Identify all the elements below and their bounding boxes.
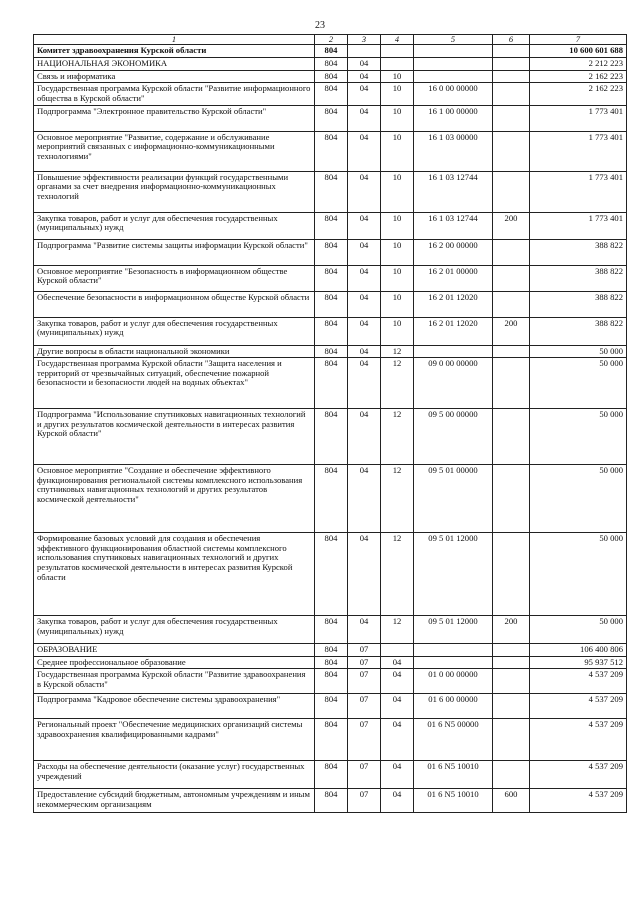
cell-subsection: 10 bbox=[381, 239, 414, 265]
cell-section: 04 bbox=[348, 105, 381, 131]
cell-subsection: 10 bbox=[381, 317, 414, 345]
cell-subsection: 12 bbox=[381, 358, 414, 409]
cell-section: 04 bbox=[348, 358, 381, 409]
table-row bbox=[34, 719, 627, 761]
cell-subsection: 12 bbox=[381, 345, 414, 358]
cell-expense-type bbox=[493, 105, 530, 131]
cell-ministry-code: 804 bbox=[315, 533, 348, 616]
cell-subsection: 10 bbox=[381, 83, 414, 105]
cell-target-article: 16 1 03 12744 bbox=[414, 171, 493, 212]
cell-target-article: 16 2 01 00000 bbox=[414, 265, 493, 291]
cell-expense-type: 200 bbox=[493, 616, 530, 644]
cell-subsection: 04 bbox=[381, 719, 414, 761]
cell-target-article: 16 2 01 12020 bbox=[414, 291, 493, 317]
cell-ministry-code: 804 bbox=[315, 358, 348, 409]
cell-name: Подпрограмма "Кадровое обеспечение системы здравоохранения" bbox=[34, 694, 315, 719]
cell-ministry-code: 804 bbox=[315, 644, 348, 657]
table-row bbox=[34, 45, 627, 58]
cell-ministry-code: 804 bbox=[315, 131, 348, 171]
cell-subsection: 04 bbox=[381, 789, 414, 813]
cell-name: НАЦИОНАЛЬНАЯ ЭКОНОМИКА bbox=[34, 58, 315, 71]
cell-subsection: 12 bbox=[381, 616, 414, 644]
header-cell-6: 6 bbox=[493, 35, 530, 45]
cell-target-article: 09 0 00 00000 bbox=[414, 358, 493, 409]
cell-subsection: 10 bbox=[381, 265, 414, 291]
cell-expense-type bbox=[493, 409, 530, 465]
cell-amount: 50 000 bbox=[530, 616, 627, 644]
header-cell-3: 3 bbox=[348, 35, 381, 45]
cell-amount: 4 537 209 bbox=[530, 789, 627, 813]
header-cell-2: 2 bbox=[315, 35, 348, 45]
cell-name: ОБРАЗОВАНИЕ bbox=[34, 644, 315, 657]
cell-name: Государственная программа Курской области "Развитие информационного общества в Курской области" bbox=[34, 83, 315, 105]
cell-subsection: 10 bbox=[381, 105, 414, 131]
cell-section: 07 bbox=[348, 694, 381, 719]
cell-expense-type bbox=[493, 465, 530, 533]
cell-subsection bbox=[381, 58, 414, 71]
cell-section: 04 bbox=[348, 58, 381, 71]
cell-amount: 1 773 401 bbox=[530, 131, 627, 171]
cell-amount: 50 000 bbox=[530, 358, 627, 409]
cell-section: 04 bbox=[348, 70, 381, 83]
cell-name: Закупка товаров, работ и услуг для обеспечения государственных (муниципальных) нужд bbox=[34, 317, 315, 345]
table-row bbox=[34, 644, 627, 657]
cell-name: Государственная программа Курской области "Развитие здравоохранения в Курской области" bbox=[34, 669, 315, 694]
cell-section: 07 bbox=[348, 656, 381, 669]
cell-section: 07 bbox=[348, 719, 381, 761]
header-cell-7: 7 bbox=[530, 35, 627, 45]
cell-amount: 2 162 223 bbox=[530, 83, 627, 105]
cell-amount: 388 822 bbox=[530, 239, 627, 265]
cell-expense-type bbox=[493, 83, 530, 105]
cell-amount: 2 162 223 bbox=[530, 70, 627, 83]
table-row bbox=[34, 70, 627, 83]
cell-target-article bbox=[414, 644, 493, 657]
table-row bbox=[34, 616, 627, 644]
cell-expense-type bbox=[493, 694, 530, 719]
table-row bbox=[34, 345, 627, 358]
cell-section: 04 bbox=[348, 131, 381, 171]
cell-expense-type bbox=[493, 171, 530, 212]
cell-ministry-code: 804 bbox=[315, 669, 348, 694]
cell-section: 07 bbox=[348, 789, 381, 813]
table-row bbox=[34, 212, 627, 239]
cell-name: Предоставление субсидий бюджетным, автономным учреждениям и иным некоммерческим организациям bbox=[34, 789, 315, 813]
cell-target-article bbox=[414, 656, 493, 669]
table-row bbox=[34, 83, 627, 105]
cell-target-article: 16 0 00 00000 bbox=[414, 83, 493, 105]
cell-name: Обеспечение безопасности в информационном обществе Курской области bbox=[34, 291, 315, 317]
cell-section: 04 bbox=[348, 317, 381, 345]
cell-target-article: 16 1 00 00000 bbox=[414, 105, 493, 131]
cell-subsection: 04 bbox=[381, 656, 414, 669]
cell-ministry-code: 804 bbox=[315, 105, 348, 131]
cell-name: Формирование базовых условий для создания и обеспечения эффективного функционирования областной системы комплексного использования спутниковых навигационных технологий и других результатов космической деятельности в интересах развития Курской области bbox=[34, 533, 315, 616]
cell-name: Другие вопросы в области национальной экономики bbox=[34, 345, 315, 358]
cell-ministry-code: 804 bbox=[315, 409, 348, 465]
cell-subsection: 04 bbox=[381, 761, 414, 789]
cell-name: Основное мероприятие "Безопасность в информационном обществе Курской области" bbox=[34, 265, 315, 291]
cell-name: Закупка товаров, работ и услуг для обеспечения государственных (муниципальных) нужд bbox=[34, 616, 315, 644]
cell-target-article bbox=[414, 345, 493, 358]
cell-ministry-code: 804 bbox=[315, 465, 348, 533]
cell-target-article bbox=[414, 70, 493, 83]
cell-target-article: 09 5 01 12000 bbox=[414, 533, 493, 616]
cell-amount: 4 537 209 bbox=[530, 669, 627, 694]
cell-section: 04 bbox=[348, 171, 381, 212]
cell-subsection: 10 bbox=[381, 131, 414, 171]
cell-amount: 1 773 401 bbox=[530, 105, 627, 131]
cell-section: 04 bbox=[348, 212, 381, 239]
cell-expense-type: 200 bbox=[493, 317, 530, 345]
cell-ministry-code: 804 bbox=[315, 45, 348, 58]
cell-ministry-code: 804 bbox=[315, 317, 348, 345]
cell-amount: 4 537 209 bbox=[530, 719, 627, 761]
cell-expense-type bbox=[493, 291, 530, 317]
cell-ministry-code: 804 bbox=[315, 789, 348, 813]
cell-subsection: 10 bbox=[381, 171, 414, 212]
cell-section: 07 bbox=[348, 761, 381, 789]
cell-name: Среднее профессиональное образование bbox=[34, 656, 315, 669]
cell-target-article: 09 5 00 00000 bbox=[414, 409, 493, 465]
cell-section: 04 bbox=[348, 465, 381, 533]
cell-subsection: 10 bbox=[381, 212, 414, 239]
cell-section: 04 bbox=[348, 345, 381, 358]
cell-expense-type bbox=[493, 58, 530, 71]
table-row bbox=[34, 131, 627, 171]
cell-subsection bbox=[381, 45, 414, 58]
budget-table bbox=[33, 34, 627, 813]
table-row bbox=[34, 669, 627, 694]
cell-expense-type bbox=[493, 533, 530, 616]
cell-section: 07 bbox=[348, 644, 381, 657]
cell-expense-type bbox=[493, 669, 530, 694]
cell-target-article: 01 6 N5 10010 bbox=[414, 789, 493, 813]
cell-name: Основное мероприятие "Развитие, содержание и обслуживание мероприятий связанных с информационно-коммуникационными технологиями" bbox=[34, 131, 315, 171]
cell-section: 04 bbox=[348, 616, 381, 644]
table-row bbox=[34, 291, 627, 317]
cell-ministry-code: 804 bbox=[315, 58, 348, 71]
cell-target-article: 09 5 01 00000 bbox=[414, 465, 493, 533]
cell-section: 04 bbox=[348, 533, 381, 616]
cell-amount: 50 000 bbox=[530, 409, 627, 465]
cell-amount: 50 000 bbox=[530, 345, 627, 358]
cell-target-article: 01 6 N5 10010 bbox=[414, 761, 493, 789]
cell-ministry-code: 804 bbox=[315, 656, 348, 669]
cell-expense-type bbox=[493, 70, 530, 83]
cell-subsection: 12 bbox=[381, 533, 414, 616]
cell-ministry-code: 804 bbox=[315, 719, 348, 761]
cell-amount: 50 000 bbox=[530, 465, 627, 533]
cell-ministry-code: 804 bbox=[315, 345, 348, 358]
cell-name: Государственная программа Курской области "Защита населения и территорий от чрезвычайных ситуаций, обеспечение пожарной безопасности и безопасности людей на водных объектах" bbox=[34, 358, 315, 409]
cell-subsection: 04 bbox=[381, 694, 414, 719]
table-row bbox=[34, 317, 627, 345]
cell-expense-type bbox=[493, 131, 530, 171]
cell-section: 07 bbox=[348, 669, 381, 694]
cell-name: Основное мероприятие "Создание и обеспечение эффективного функционирования региональной системы комплексного использования спутниковых навигационных технологий и других результатов космической деятельности" bbox=[34, 465, 315, 533]
cell-ministry-code: 804 bbox=[315, 761, 348, 789]
cell-expense-type bbox=[493, 265, 530, 291]
cell-subsection: 04 bbox=[381, 669, 414, 694]
header-cell-4: 4 bbox=[381, 35, 414, 45]
table-row bbox=[34, 358, 627, 409]
cell-amount: 1 773 401 bbox=[530, 171, 627, 212]
cell-name: Комитет здравоохранения Курской области bbox=[34, 45, 315, 58]
cell-expense-type: 200 bbox=[493, 212, 530, 239]
cell-ministry-code: 804 bbox=[315, 70, 348, 83]
cell-target-article: 16 1 03 00000 bbox=[414, 131, 493, 171]
table-row bbox=[34, 656, 627, 669]
cell-ministry-code: 804 bbox=[315, 291, 348, 317]
cell-ministry-code: 804 bbox=[315, 212, 348, 239]
cell-expense-type bbox=[493, 719, 530, 761]
cell-expense-type bbox=[493, 656, 530, 669]
cell-expense-type bbox=[493, 345, 530, 358]
cell-section: 04 bbox=[348, 239, 381, 265]
cell-target-article: 16 1 03 12744 bbox=[414, 212, 493, 239]
cell-amount: 50 000 bbox=[530, 533, 627, 616]
table-row bbox=[34, 789, 627, 813]
table-row bbox=[34, 761, 627, 789]
cell-subsection bbox=[381, 644, 414, 657]
cell-amount: 10 600 601 688 bbox=[530, 45, 627, 58]
cell-ministry-code: 804 bbox=[315, 265, 348, 291]
cell-ministry-code: 804 bbox=[315, 171, 348, 212]
cell-name: Расходы на обеспечение деятельности (оказание услуг) государственных учреждений bbox=[34, 761, 315, 789]
table-row bbox=[34, 105, 627, 131]
cell-name: Повышение эффективности реализации функций государственными органами за счет внедрения информационно-коммуникационных технологий bbox=[34, 171, 315, 212]
table-header-row bbox=[34, 35, 627, 45]
cell-ministry-code: 804 bbox=[315, 694, 348, 719]
cell-amount: 95 937 512 bbox=[530, 656, 627, 669]
table-row bbox=[34, 533, 627, 616]
table-row bbox=[34, 58, 627, 71]
cell-amount: 388 822 bbox=[530, 291, 627, 317]
table-row bbox=[34, 239, 627, 265]
cell-name: Подпрограмма "Электронное правительство Курской области" bbox=[34, 105, 315, 131]
header-cell-1: 1 bbox=[34, 35, 315, 45]
cell-section: 04 bbox=[348, 265, 381, 291]
cell-amount: 4 537 209 bbox=[530, 694, 627, 719]
cell-section: 04 bbox=[348, 291, 381, 317]
cell-section: 04 bbox=[348, 83, 381, 105]
header-cell-5: 5 bbox=[414, 35, 493, 45]
cell-amount: 388 822 bbox=[530, 265, 627, 291]
cell-subsection: 12 bbox=[381, 465, 414, 533]
cell-expense-type bbox=[493, 358, 530, 409]
cell-name: Подпрограмма "Развитие системы защиты информации Курской области" bbox=[34, 239, 315, 265]
cell-amount: 106 400 806 bbox=[530, 644, 627, 657]
cell-expense-type bbox=[493, 761, 530, 789]
table-row bbox=[34, 694, 627, 719]
cell-expense-type bbox=[493, 644, 530, 657]
table-row bbox=[34, 409, 627, 465]
cell-target-article bbox=[414, 58, 493, 71]
cell-ministry-code: 804 bbox=[315, 83, 348, 105]
cell-target-article: 16 2 00 00000 bbox=[414, 239, 493, 265]
cell-name: Закупка товаров, работ и услуг для обеспечения государственных (муниципальных) нужд bbox=[34, 212, 315, 239]
cell-name: Связь и информатика bbox=[34, 70, 315, 83]
cell-target-article: 09 5 01 12000 bbox=[414, 616, 493, 644]
cell-ministry-code: 804 bbox=[315, 616, 348, 644]
cell-expense-type bbox=[493, 45, 530, 58]
cell-target-article: 01 0 00 00000 bbox=[414, 669, 493, 694]
cell-target-article: 16 2 01 12020 bbox=[414, 317, 493, 345]
cell-amount: 2 212 223 bbox=[530, 58, 627, 71]
cell-target-article bbox=[414, 45, 493, 58]
cell-ministry-code: 804 bbox=[315, 239, 348, 265]
cell-target-article: 01 6 N5 00000 bbox=[414, 719, 493, 761]
table-row bbox=[34, 465, 627, 533]
table-row bbox=[34, 265, 627, 291]
cell-target-article: 01 6 00 00000 bbox=[414, 694, 493, 719]
cell-subsection: 10 bbox=[381, 70, 414, 83]
table-row bbox=[34, 171, 627, 212]
cell-subsection: 10 bbox=[381, 291, 414, 317]
cell-name: Региональный проект "Обеспечение медицинских организаций системы здравоохранения квалифицированными кадрами" bbox=[34, 719, 315, 761]
cell-amount: 1 773 401 bbox=[530, 212, 627, 239]
cell-expense-type: 600 bbox=[493, 789, 530, 813]
cell-section bbox=[348, 45, 381, 58]
cell-subsection: 12 bbox=[381, 409, 414, 465]
cell-name: Подпрограмма "Использование спутниковых навигационных технологий и других результатов космической деятельности в интересах развития Курской области" bbox=[34, 409, 315, 465]
cell-amount: 388 822 bbox=[530, 317, 627, 345]
cell-section: 04 bbox=[348, 409, 381, 465]
page-number: 23 bbox=[315, 20, 325, 31]
cell-expense-type bbox=[493, 239, 530, 265]
cell-amount: 4 537 209 bbox=[530, 761, 627, 789]
